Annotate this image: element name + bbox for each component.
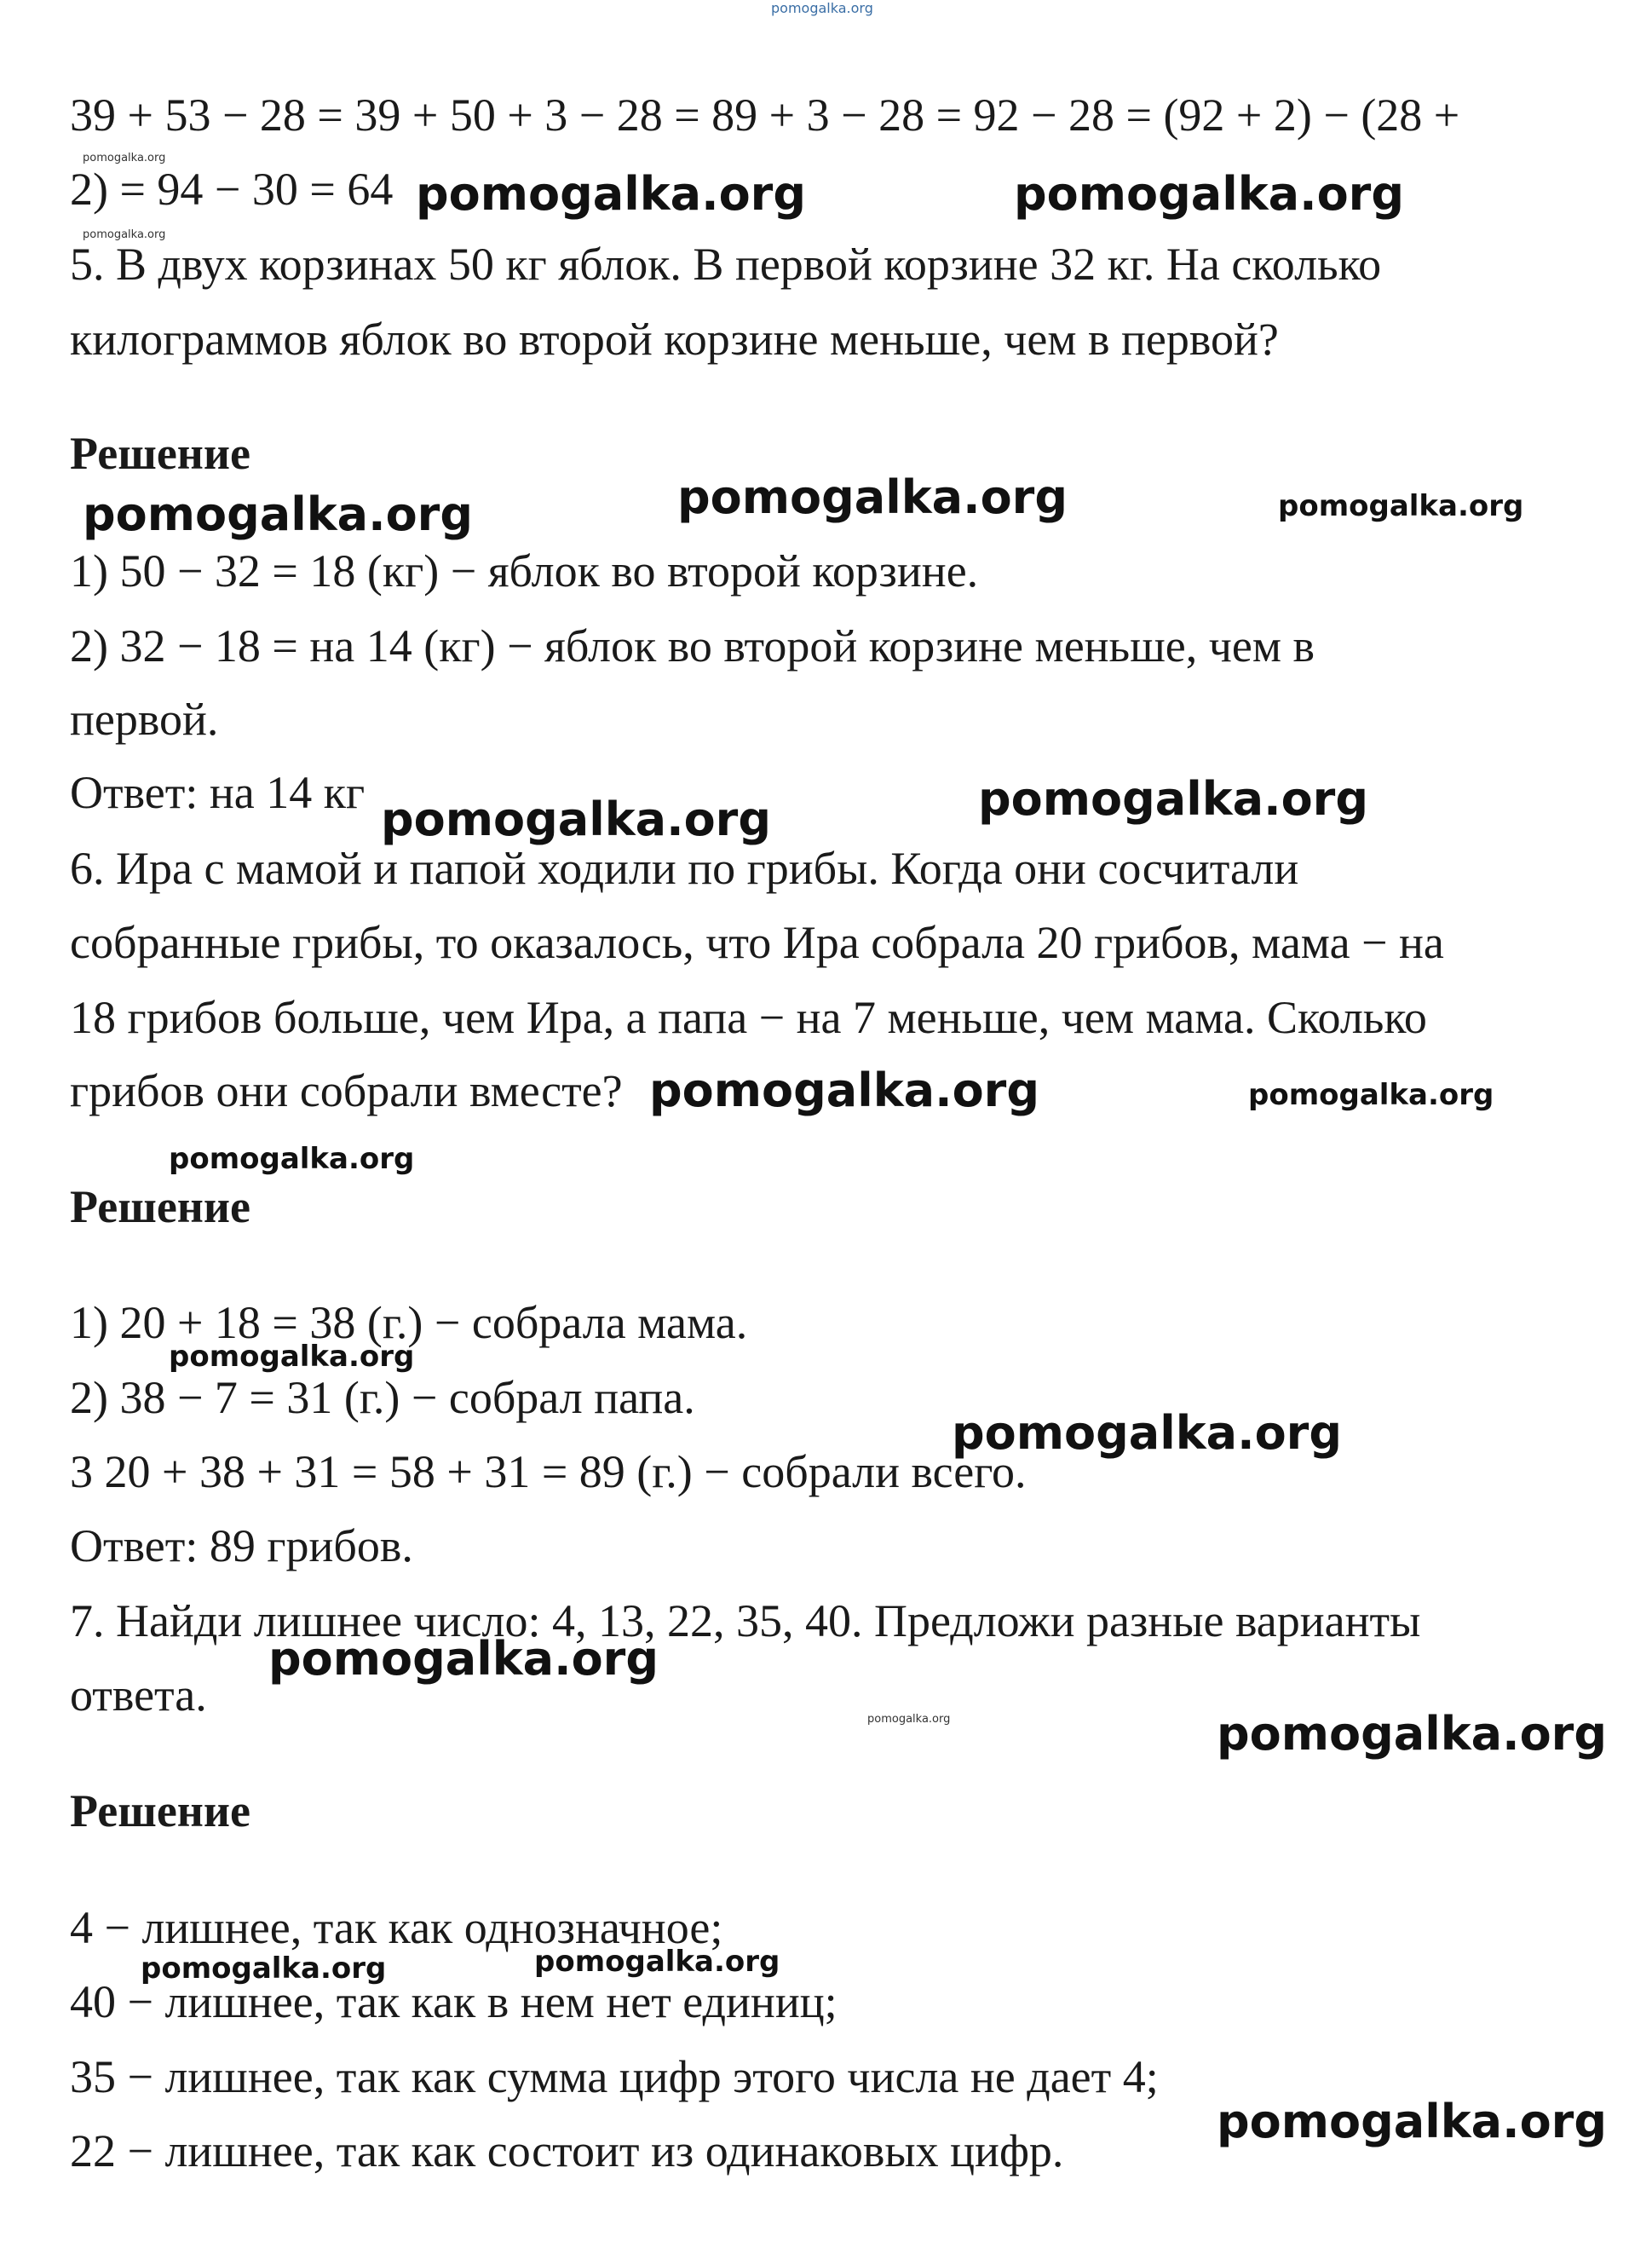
watermark: pomogalka.org [1217, 2095, 1607, 2148]
task-6-line-4: грибов они собрали вместе? [70, 1065, 623, 1116]
task-6-line-2: собранные грибы, то оказалось, что Ира собрала 20 грибов, мама − на [70, 917, 1444, 968]
watermark: pomogalka.org [1278, 489, 1524, 523]
solution-7-item-3: 35 − лишнее, так как сумма цифр этого числа не дает 4; [70, 2051, 1159, 2102]
watermark-tiny: pomogalka.org [867, 1713, 951, 1726]
solution-6-step-1: 1) 20 + 18 = 38 (г.) − собрала мама. [70, 1297, 748, 1348]
watermark: pomogalka.org [416, 167, 806, 221]
solution-6-step-3: 3 20 + 38 + 31 = 58 + 31 = 89 (г.) − собрали всего. [70, 1446, 1027, 1497]
solution-heading-6: Решение [70, 1181, 250, 1232]
watermark: pomogalka.org [169, 1340, 415, 1374]
watermark: pomogalka.org [534, 1945, 780, 1979]
watermark: pomogalka.org [978, 772, 1368, 826]
watermark: pomogalka.org [169, 1142, 415, 1176]
task-7-line-1: 7. Найди лишнее число: 4, 13, 22, 35, 40. Предложи разные варианты [70, 1595, 1421, 1646]
solution-heading-5: Решение [70, 428, 250, 479]
solution-7-item-2: 40 − лишнее, так как в нем нет единиц; [70, 1976, 838, 2027]
watermark: pomogalka.org [952, 1406, 1342, 1460]
watermark: pomogalka.org [141, 1951, 387, 1986]
solution-5-step-1: 1) 50 − 32 = 18 (кг) − яблок во второй корзине. [70, 545, 979, 597]
watermark: pomogalka.org [1248, 1078, 1494, 1112]
watermark-tiny: pomogalka.org [83, 228, 166, 241]
watermark: pomogalka.org [677, 470, 1068, 524]
watermark: pomogalka.org [1014, 167, 1404, 221]
watermark: pomogalka.org [649, 1064, 1039, 1117]
task-6-line-1: 6. Ира с мамой и папой ходили по грибы. Когда они сосчитали [70, 843, 1299, 894]
equation-line-1: 39 + 53 − 28 = 39 + 50 + 3 − 28 = 89 + 3 − 28 = 92 − 28 = (92 + 2) − (28 + [70, 89, 1460, 141]
task-5-line-1: 5. В двух корзинах 50 кг яблок. В первой корзине 32 кг. На сколько [70, 239, 1382, 290]
equation-line-2: 2) = 94 − 30 = 64 [70, 164, 394, 215]
solution-7-item-1: 4 − лишнее, так как однозначное; [70, 1902, 723, 1953]
watermark: pomogalka.org [1217, 1707, 1607, 1761]
solution-5-step-2: 2) 32 − 18 = на 14 (кг) − яблок во второй корзине меньше, чем в [70, 620, 1315, 672]
watermark: pomogalka.org [83, 487, 473, 541]
watermark: pomogalka.org [381, 793, 771, 846]
task-6-line-3: 18 грибов больше, чем Ира, а папа − на 7 меньше, чем мама. Сколько [70, 992, 1427, 1043]
solution-heading-7: Решение [70, 1785, 250, 1836]
header-watermark: pomogalka.org [771, 0, 873, 16]
solution-6-step-2: 2) 38 − 7 = 31 (г.) − собрал папа. [70, 1372, 695, 1423]
solution-5-step-2-cont: первой. [70, 694, 219, 745]
answer-5: Ответ: на 14 кг [70, 767, 366, 818]
watermark-tiny: pomogalka.org [83, 152, 166, 164]
watermark: pomogalka.org [268, 1632, 659, 1686]
task-7-line-2: ответа. [70, 1669, 207, 1721]
answer-6: Ответ: 89 грибов. [70, 1520, 413, 1571]
task-5-line-2: килограммов яблок во второй корзине меньше, чем в первой? [70, 314, 1279, 365]
solution-7-item-4: 22 − лишнее, так как состоит из одинаковых цифр. [70, 2125, 1064, 2176]
